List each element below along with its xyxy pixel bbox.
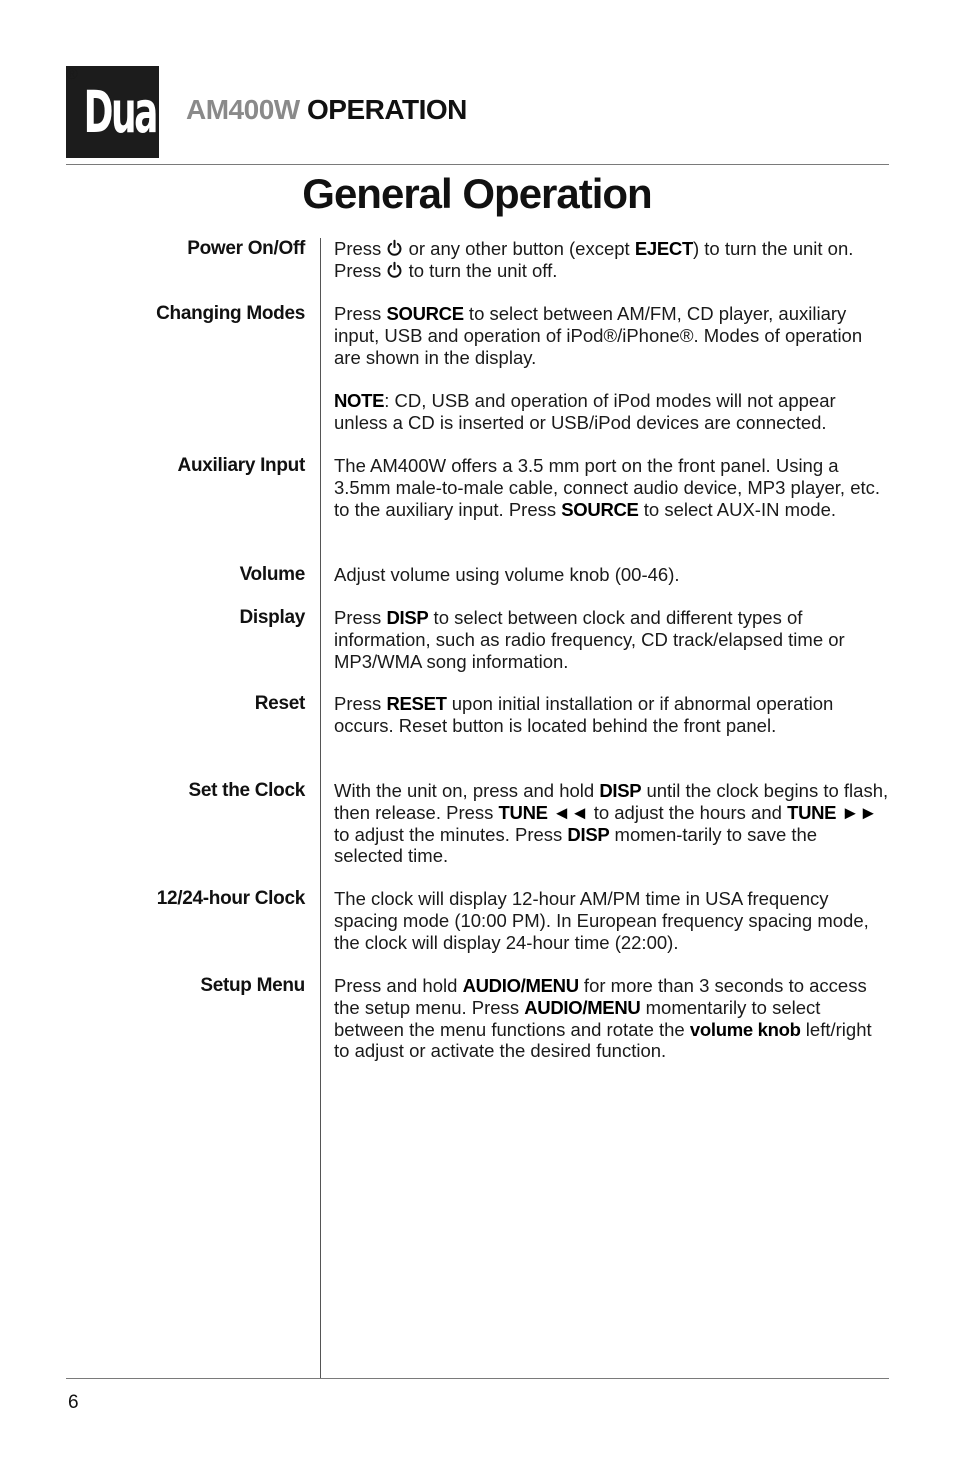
text-note: NOTE: CD, USB and operation of iPod modes will not appear unless a CD is inserted or USB/iPod devices are connected.	[334, 390, 836, 433]
label-reset: Reset	[254, 693, 305, 714]
column-divider	[320, 238, 321, 1378]
bottom-divider	[66, 1378, 889, 1379]
section-heading	[186, 94, 467, 126]
label-clock24: 12/24-hour Clock	[156, 888, 305, 909]
label-clock: Set the Clock	[188, 780, 305, 801]
label-volume: Volume	[239, 564, 305, 585]
power-icon	[386, 239, 403, 257]
page-number: 6	[68, 1392, 79, 1413]
text-aux: The AM400W offers a 3.5 mm port on the front panel. Using a 3.5mm male-to-male cable, connect audio device, MP3 player, etc. to the auxiliary input. Press SOURCE to select AUX-IN mode.	[334, 455, 881, 520]
label-display: Display	[239, 607, 305, 628]
power-icon	[386, 261, 403, 279]
text-reset: Press RESET upon initial installation or if abnormal operation occurs. Reset button is located behind the front panel.	[334, 693, 834, 736]
label-setup: Setup Menu	[200, 975, 305, 996]
label-power: Power On/Off	[187, 238, 305, 259]
text-modes: Press SOURCE to select between AM/FM, CD player, auxiliary input, USB and operation of iPod®/iPhone®. Modes of operation are shown in the display.	[334, 303, 863, 368]
registered-mark: ®	[66, 66, 78, 83]
text-power: Press or any other button (except EJECT) to turn the unit on. Press to turn the unit off.	[334, 238, 854, 281]
page-title: General Operation	[302, 170, 652, 217]
text-clock: With the unit on, press and hold DISP until the clock begins to flash, then release. Press TUNE ◄◄ to adjust the hours and TUNE ►► to adjust the minutes. Press DISP momen-tarily to save the selected time.	[334, 780, 889, 867]
dual-logo-text: Dual	[83, 78, 166, 146]
operation-word: OPERATION	[306, 94, 467, 125]
text-display: Press DISP to select between clock and different types of information, such as radio frequency, CD track/elapsed time or MP3/WMA song information.	[334, 607, 845, 672]
model-name: AM400W	[186, 94, 300, 125]
text-volume: Adjust volume using volume knob (00-46).	[334, 564, 680, 585]
text-clock24: The clock will display 12-hour AM/PM time in USA frequency spacing mode (10:00 PM). In European frequency spacing mode, the clock will display 24-hour time (22:00).	[334, 888, 869, 953]
text-setup: Press and hold AUDIO/MENU for more than 3 seconds to access the setup menu. Press AUDIO/MENU momentarily to select between the menu functions and rotate the volume knob left/right to adjust or activate the desired function.	[334, 975, 872, 1062]
dual-logo	[66, 66, 166, 158]
top-divider	[66, 164, 889, 165]
label-aux: Auxiliary Input	[177, 455, 305, 476]
label-modes: Changing Modes	[156, 303, 305, 324]
